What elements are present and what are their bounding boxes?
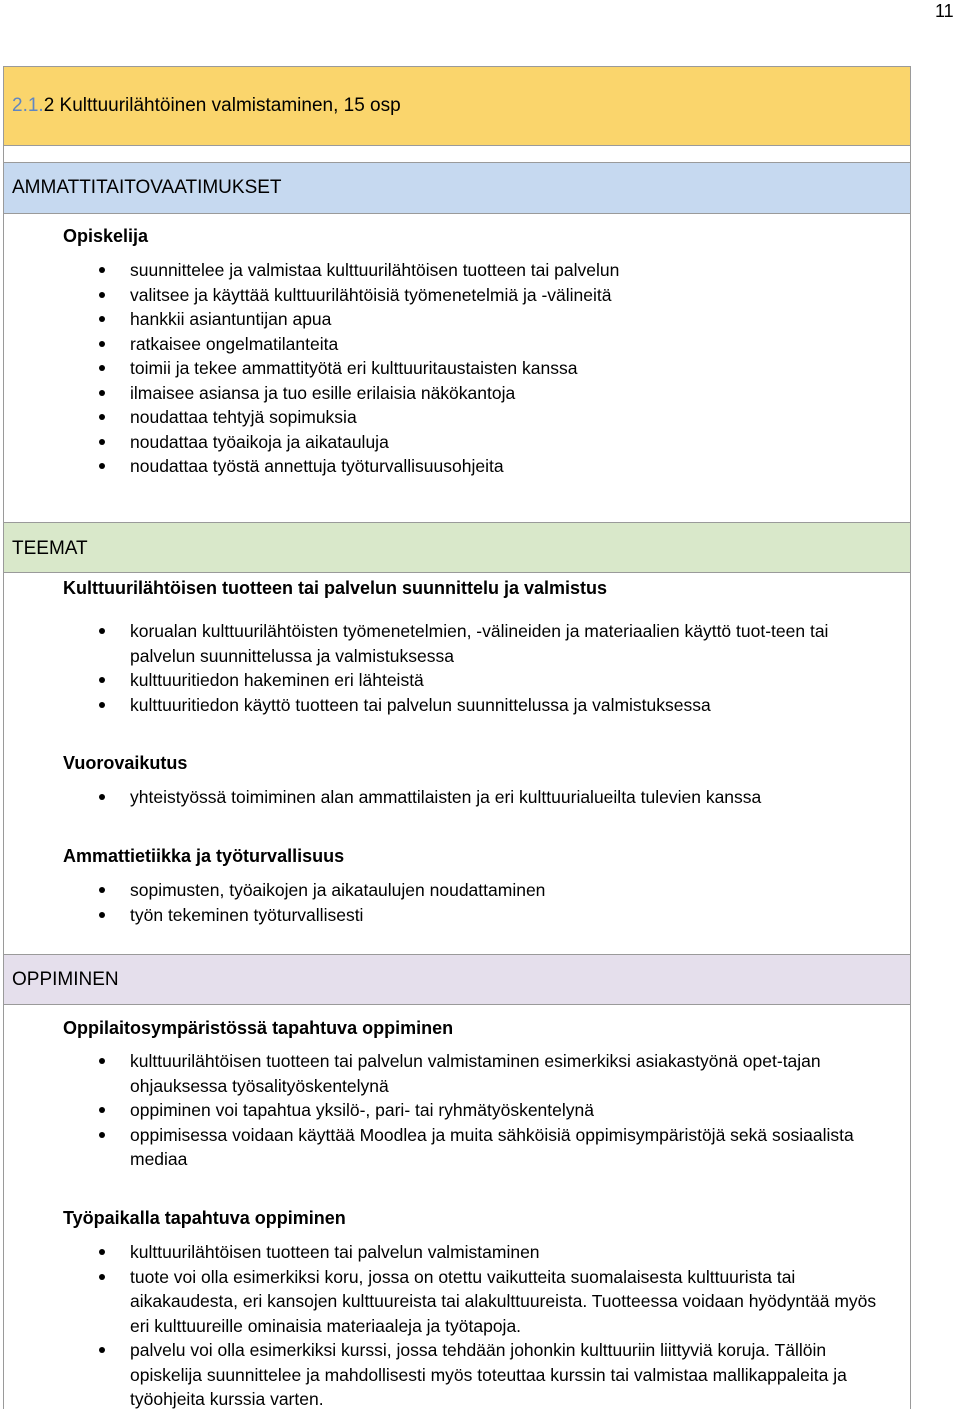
- list-item: ratkaisee ongelmatilanteita: [130, 332, 880, 357]
- list-item: noudattaa tehtyjä sopimuksia: [130, 405, 880, 430]
- list-item: oppiminen voi tapahtua yksilö-, pari- tai ryhmätyöskentelynä: [130, 1098, 880, 1123]
- list-item: suunnittelee ja valmistaa kulttuurilähtöisen tuotteen tai palvelun: [130, 258, 880, 283]
- teemat-group-list: [130, 619, 880, 717]
- list-item: korualan kulttuurilähtöisten työmenetelmien, -välineiden ja materiaalien käyttö tuot-teen tai palvelun suunnittelussa ja valmistuksessa: [130, 619, 880, 668]
- page-number: 11: [935, 1, 954, 21]
- teemat-group-title: Vuorovaikutus: [63, 753, 188, 773]
- list-item: kulttuuritiedon hakeminen eri lähteistä: [130, 668, 880, 693]
- ammattitaito-band: [3, 162, 911, 214]
- teemat-group-title: Kulttuurilähtöisen tuotteen tai palvelun suunnittelu ja valmistus: [63, 578, 608, 598]
- ammattitaito-list: [130, 258, 880, 479]
- ammattitaito-heading: AMMATTITAITOVAATIMUKSET: [12, 177, 282, 198]
- list-item: palvelu voi olla esimerkiksi kurssi, jossa tehdään johonkin kulttuuriin liittyviä koruja. Tällöin opiskelija suunnittelee ja mahdollisesti myös toteuttaa kurssin tai valmistaa mallikappaleita ja työohjeita kurssia varten.: [130, 1338, 880, 1412]
- teemat-band: [3, 522, 911, 573]
- list-item: kulttuuritiedon käyttö tuotteen tai palvelun suunnittelussa ja valmistuksessa: [130, 693, 880, 718]
- list-item: sopimusten, työaikojen ja aikataulujen noudattaminen: [130, 878, 880, 903]
- list-item: noudattaa työaikoja ja aikatauluja: [130, 430, 880, 455]
- oppiminen-group-title: Työpaikalla tapahtuva oppiminen: [63, 1208, 346, 1228]
- oppiminen-group-list: [130, 1049, 880, 1172]
- list-item: toimii ja tekee ammattityötä eri kulttuuritaustaisten kanssa: [130, 356, 880, 381]
- teemat-group-list: [130, 878, 880, 927]
- list-item: ilmaisee asiansa ja tuo esille erilaisia näkökantoja: [130, 381, 880, 406]
- list-item: tuote voi olla esimerkiksi koru, jossa on otettu vaikutteita suomalaisesta kulttuurista tai aikakaudesta, eri kansojen kulttuureista tai alakulttuureista. Tuotteessa voidaan hyödyntää myös eri kulttuureille ominaisia materiaaleja ja työtapoja.: [130, 1265, 880, 1339]
- teemat-heading: TEEMAT: [12, 538, 88, 559]
- module-title-band: [3, 66, 911, 146]
- module-title-text: 2 Kulttuurilähtöinen valmistaminen, 15 osp: [43, 95, 401, 116]
- list-item: työn tekeminen työturvallisesti: [130, 903, 880, 928]
- list-item: noudattaa työstä annettuja työturvallisuusohjeita: [130, 454, 880, 479]
- list-item: kulttuurilähtöisen tuotteen tai palvelun valmistaminen: [130, 1240, 880, 1265]
- list-item: hankkii asiantuntijan apua: [130, 307, 880, 332]
- module-title-prefix: 2.1.: [12, 95, 44, 116]
- opiskelija-subheading: Opiskelija: [63, 226, 149, 246]
- teemat-group-list: [130, 785, 880, 810]
- oppiminen-group-list: [130, 1240, 880, 1412]
- oppiminen-heading: OPPIMINEN: [12, 969, 119, 990]
- list-item: oppimisessa voidaan käyttää Moodlea ja muita sähköisiä oppimisympäristöjä sekä sosiaalista mediaa: [130, 1123, 880, 1172]
- oppiminen-group-title: Oppilaitosympäristössä tapahtuva oppiminen: [63, 1018, 454, 1038]
- oppiminen-band: [3, 954, 911, 1005]
- list-item: yhteistyössä toimiminen alan ammattilaisten ja eri kulttuurialueilta tulevien kanssa: [130, 785, 880, 810]
- teemat-group-title: Ammattietiikka ja työturvallisuus: [63, 846, 345, 866]
- module-title: [12, 95, 401, 117]
- list-item: kulttuurilähtöisen tuotteen tai palvelun valmistaminen esimerkiksi asiakastyönä opet-tajan ohjauksessa työsalityöskentelynä: [130, 1049, 880, 1098]
- list-item: valitsee ja käyttää kulttuurilähtöisiä työmenetelmiä ja -välineitä: [130, 283, 880, 308]
